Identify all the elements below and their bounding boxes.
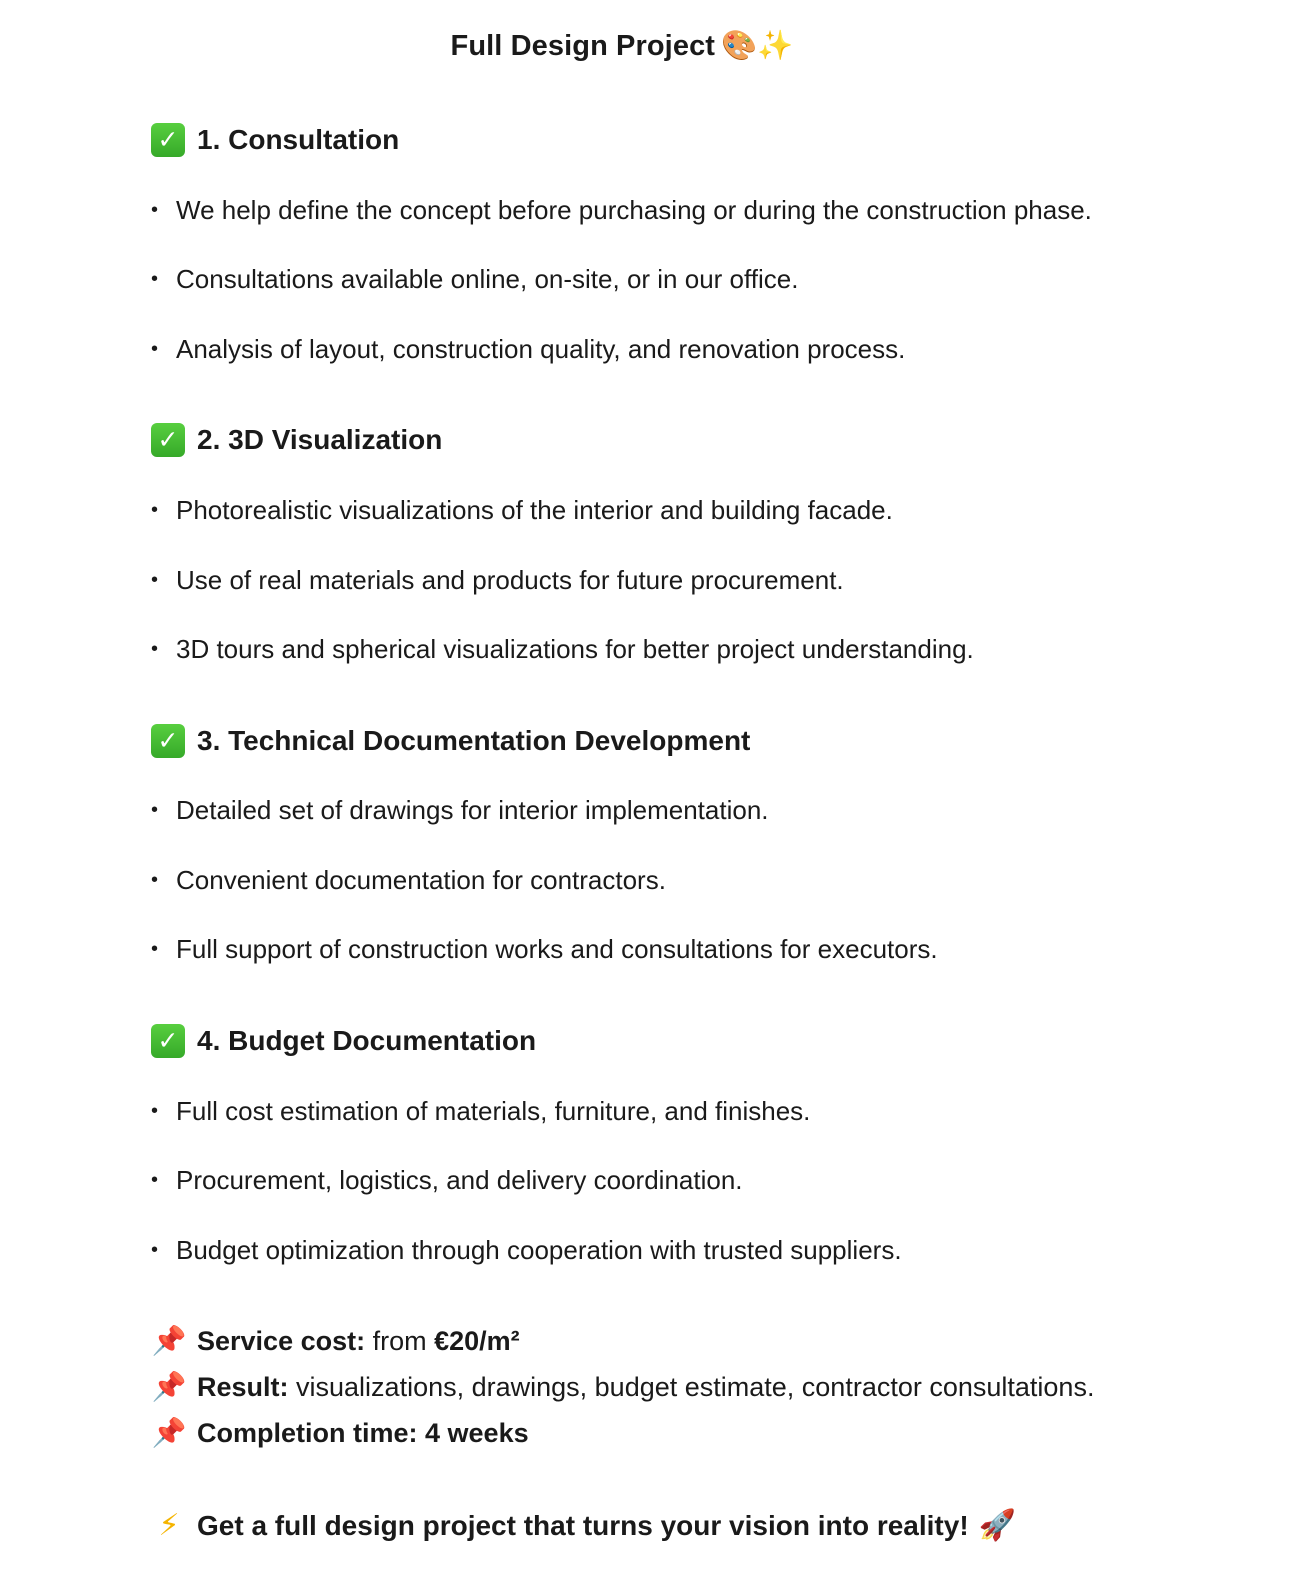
- lightning-bolt-icon: ⚡: [158, 1509, 180, 1542]
- check-mark-button-icon: ✓: [151, 724, 185, 758]
- list-item: [151, 560, 844, 600]
- list-item-text: Budget optimization through cooperation with trusted suppliers.: [176, 1235, 902, 1265]
- pushpin-icon: 📌: [151, 1325, 187, 1356]
- call-to-action: [151, 1504, 1016, 1548]
- completion-time-value: 4 weeks: [425, 1418, 529, 1448]
- list-item: [151, 329, 905, 369]
- list-item-text: Convenient documentation for contractors.: [176, 865, 666, 895]
- call-to-action-text: Get a full design project that turns your vision into reality!: [197, 1510, 969, 1541]
- section-heading-label: 4. Budget Documentation: [197, 1025, 537, 1056]
- list-item-text: Procurement, logistics, and delivery coordination.: [176, 1165, 743, 1195]
- section-heading-label: 3. Technical Documentation Development: [197, 725, 751, 756]
- completion-time-label: Completion time:: [197, 1418, 418, 1448]
- completion-time-line: [151, 1412, 529, 1454]
- list-item: [151, 1091, 810, 1131]
- service-cost-line: [151, 1320, 520, 1362]
- result-value: visualizations, drawings, budget estimate, contractor consultations.: [296, 1372, 1095, 1402]
- page-title: [0, 24, 1244, 68]
- section-heading-3d-visualization: [151, 420, 442, 460]
- bullet-icon: •: [151, 268, 159, 290]
- list-item: [151, 490, 893, 530]
- bullet-icon: •: [151, 638, 159, 660]
- list-item: [151, 1230, 902, 1270]
- bullet-icon: •: [151, 1100, 159, 1122]
- bullet-icon: •: [151, 199, 159, 221]
- bullet-icon: •: [151, 338, 159, 360]
- section-heading-label: 2. 3D Visualization: [197, 424, 443, 455]
- bullet-icon: •: [151, 869, 159, 891]
- list-item-text: 3D tours and spherical visualizations for better project understanding.: [176, 634, 974, 664]
- list-item-text: We help define the concept before purchasing or during the construction phase.: [176, 195, 1092, 225]
- list-item: [151, 190, 1092, 230]
- bullet-icon: •: [151, 799, 159, 821]
- pushpin-icon: 📌: [151, 1371, 187, 1402]
- list-item: [151, 1160, 743, 1200]
- list-item-text: Analysis of layout, construction quality, and renovation process.: [176, 334, 906, 364]
- pushpin-icon: 📌: [151, 1417, 187, 1448]
- list-item: [151, 790, 769, 830]
- check-mark-button-icon: ✓: [151, 1024, 185, 1058]
- list-item-text: Photorealistic visualizations of the interior and building facade.: [176, 495, 893, 525]
- rocket-icon: 🚀: [978, 1509, 1017, 1542]
- list-item-text: Detailed set of drawings for interior implementation.: [176, 795, 769, 825]
- service-cost-value: €20/m²: [434, 1326, 520, 1356]
- bullet-icon: •: [151, 569, 159, 591]
- result-label: Result:: [197, 1372, 289, 1402]
- section-heading-consultation: [151, 120, 399, 160]
- bullet-icon: •: [151, 1169, 159, 1191]
- section-heading-budget-documentation: [151, 1021, 536, 1061]
- list-item: [151, 259, 798, 299]
- page-title-text: Full Design Project: [450, 30, 716, 62]
- bullet-icon: •: [151, 938, 159, 960]
- list-item-text: Use of real materials and products for future procurement.: [176, 565, 844, 595]
- bullet-icon: •: [151, 499, 159, 521]
- list-item-text: Full cost estimation of materials, furniture, and finishes.: [176, 1096, 811, 1126]
- list-item: [151, 629, 974, 669]
- check-mark-button-icon: ✓: [151, 123, 185, 157]
- palette-sparkles-icon: 🎨✨: [721, 30, 794, 62]
- list-item-text: Consultations available online, on-site, or in our office.: [176, 264, 799, 294]
- service-cost-prefix: from: [372, 1326, 427, 1356]
- list-item: [151, 860, 666, 900]
- section-heading-label: 1. Consultation: [197, 124, 400, 155]
- result-line: [151, 1366, 1094, 1408]
- list-item-text: Full support of construction works and consultations for executors.: [176, 934, 938, 964]
- check-mark-button-icon: ✓: [151, 423, 185, 457]
- section-heading-technical-documentation: [151, 721, 750, 761]
- service-cost-label: Service cost:: [197, 1326, 366, 1356]
- bullet-icon: •: [151, 1239, 159, 1261]
- list-item: [151, 929, 938, 969]
